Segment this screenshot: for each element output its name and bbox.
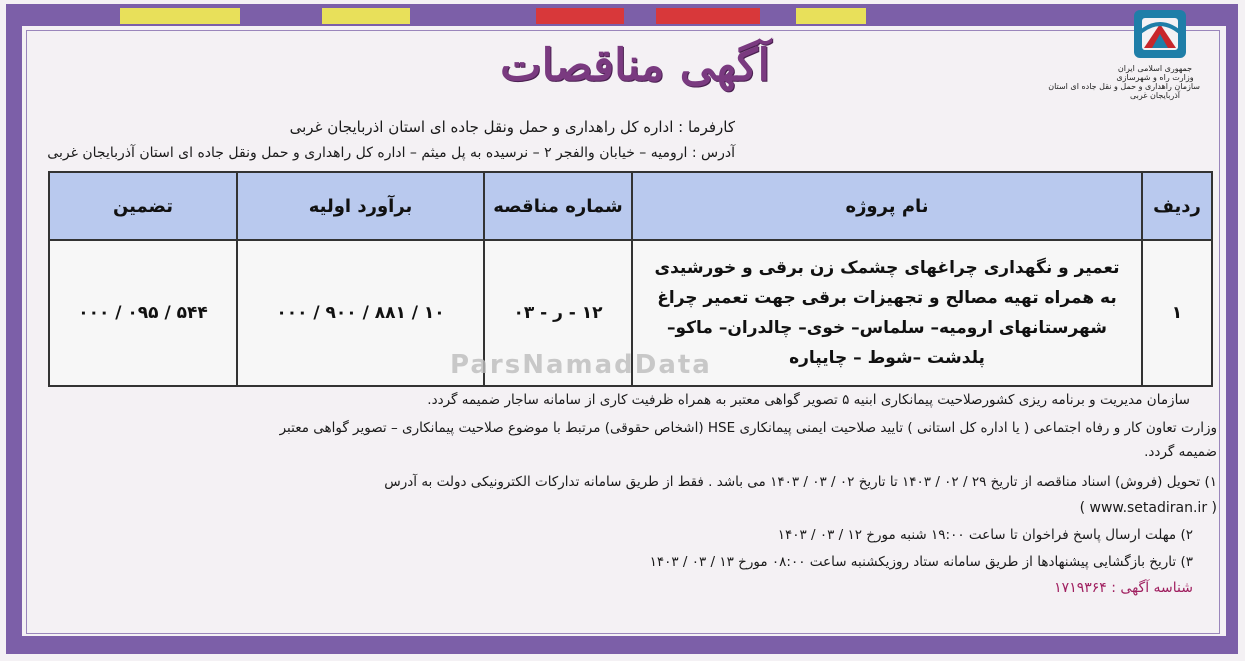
yellow-tab [120, 8, 240, 24]
employer-line: کارفرما : اداره کل راهداری و حمل ونقل جاده ای استان اذربایجان غربی [289, 118, 735, 136]
logo-caption-line: سازمان راهداری و حمل و نقل جاده ای استان [1048, 82, 1200, 91]
header-initial-estimate: برآورد اولیه [237, 172, 484, 240]
logo-caption-line: وزارت راه و شهرسازی [1116, 73, 1194, 82]
top-frame-bar [6, 4, 1238, 26]
table-header-row [49, 172, 1212, 240]
header-guarantee: تضمین [49, 172, 237, 240]
project-line: به همراه تهیه مصالح و تجهیزات برقی جهت تعمیر چراغ [657, 288, 1117, 308]
project-line: شهرستانهای ارومیه– سلماس– خوی– چالدران– ماکو– [667, 318, 1107, 338]
watermark: ParsNamadData [450, 350, 712, 380]
logo-caption-line: جمهوری اسلامی ایران [1117, 64, 1193, 73]
item-response-deadline: ۲) مهلت ارسال پاسخ فراخوان تا ساعت ۱۹:۰۰ شنبه مورخ ۱۲ / ۰۳ / ۱۴۰۳ [777, 527, 1193, 543]
setadiran-link[interactable]: ( www.setadiran.ir ) [1079, 500, 1217, 516]
note-line: وزارت تعاون کار و رفاه اجتماعی ( یا اداره کل استانی ) تایید صلاحیت ایمنی پیمانکاری HSE (اشخاص حقوقی) مرتبط با موضوع صلاحیت پیمانکاری – تصویر گواهی معتبر [279, 420, 1217, 436]
item-sale-period: ۱) تحویل (فروش) اسناد مناقصه از تاریخ ۲۹ / ۰۲ / ۱۴۰۳ تا تاریخ ۰۲ / ۰۳ / ۱۴۰۳ می باشد . فقط از طریق سامانه تدارکات الکترونیکی دولت به آدرس [384, 474, 1217, 490]
note-line: سازمان مدیریت و برنامه ریزی کشورصلاحیت پیمانکاری ابنیه ۵ تصویر گواهی معتبر به همراه ظرفیت کاری از سامانه ساجار ضمیمه گردد. [427, 392, 1190, 408]
yellow-tab [796, 8, 866, 24]
yellow-tab [322, 8, 410, 24]
page-title: آگهی مناقصات [500, 40, 770, 91]
project-line: پلدشت –شوط – چایپاره [789, 348, 985, 368]
header-tender-number: شماره مناقصه [484, 172, 632, 240]
red-tab [656, 8, 760, 24]
header-row-number: ردیف [1142, 172, 1212, 240]
bottom-frame-bar [6, 636, 1238, 654]
cell-row-number: ۱ [1142, 240, 1212, 386]
left-frame-bar [6, 4, 22, 654]
header-project-name: نام پروژه [632, 172, 1142, 240]
item-opening-date: ۳) تاریخ بازگشایی پیشنهادها از طریق سامانه ستاد روزیکشنبه ساعت ۰۸:۰۰ مورخ ۱۳ / ۰۳ / ۱۴۰۳ [649, 554, 1193, 570]
project-line: تعمیر و نگهداری چراغهای چشمک زن برقی و خورشیدی [654, 258, 1120, 278]
red-tab [536, 8, 624, 24]
address-line: آدرس : ارومیه – خیابان والفجر ۲ – نرسیده به پل میثم – اداره کل راهداری و حمل ونقل جاده ای استان آذربایجان غربی [47, 145, 735, 161]
cell-guarantee: ۵۴۴ / ۰۹۵ / ۰۰۰ [49, 240, 237, 386]
cell-tender-number: ۱۲ - ر - ۰۳ [484, 240, 632, 386]
ministry-logo-icon [1130, 6, 1190, 62]
logo-caption-line: آذربایجان غربی [1129, 91, 1181, 100]
note-line: ضمیمه گردد. [1144, 444, 1217, 460]
logo-caption [1048, 64, 1200, 100]
cell-initial-estimate: ۱۰ / ۸۸۱ / ۹۰۰ / ۰۰۰ [237, 240, 484, 386]
ad-id: شناسه آگهی : ۱۷۱۹۳۶۴ [1054, 580, 1193, 596]
right-frame-bar [1226, 4, 1238, 654]
